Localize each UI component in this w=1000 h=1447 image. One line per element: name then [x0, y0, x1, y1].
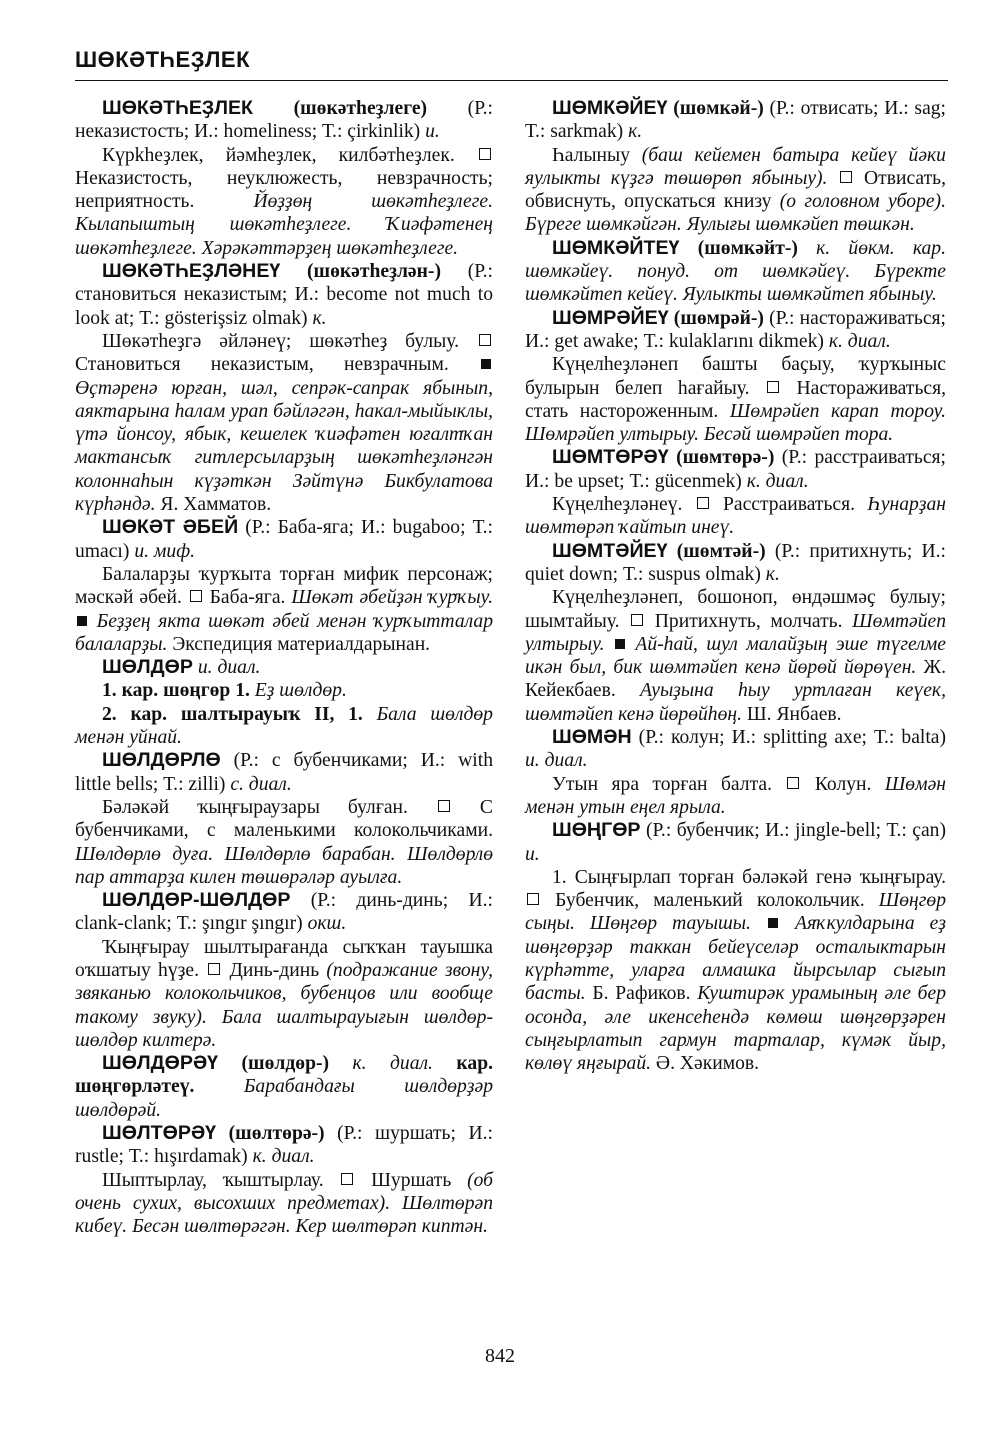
pos: к. диал.	[352, 1053, 433, 1075]
example: Шөлдөрлө дуға. Шөлдөрлө барабан. Шөлдөрлө пар аттарҙа килен төшөрәләр ауылға.	[75, 843, 493, 888]
translations: (Р.: бубенчик; И.: jingle-bell; Т.: çan)	[640, 820, 946, 842]
page-number: 842	[485, 1345, 515, 1367]
example: Ауыҙына һыу уртлаған кеүек, шөмтәйеп кенә йөрөйһөң.	[525, 680, 946, 725]
sense	[75, 679, 493, 702]
entry-body	[75, 936, 493, 1052]
definition: Ҡыңғырау шылтырағанда сыҡҡан тауышка оҡшатыу һүҙе.	[75, 936, 493, 981]
entry-body	[75, 330, 493, 516]
headword: ШӨКӘТҺЕҘЛЕК	[102, 97, 253, 119]
definition: Шөкәтһеҙгә әйләнеү; шөкәтһеҙ булыу.	[102, 330, 460, 352]
form: (шөлтөрә-)	[216, 1123, 325, 1145]
pos: к. йөкм. кар. шөмкәйеү. понуд. от шөмкәйеү.	[525, 237, 946, 283]
entry-heading	[75, 1122, 493, 1169]
entry-body	[75, 563, 493, 656]
space	[798, 238, 816, 259]
headword: ШӨЛДӨРӘҮ	[102, 1052, 219, 1075]
translation: Шуршать	[355, 1169, 468, 1191]
entry-heading	[75, 97, 493, 144]
entry-body	[525, 866, 946, 1076]
square-icon	[787, 777, 799, 789]
translations: (Р.: отвисать; И.: sag; Т.: sarkmak)	[525, 98, 946, 143]
cross-ref: кар. шөңгөрләтеү.	[75, 1053, 493, 1098]
entry-body	[525, 493, 946, 540]
entry-heading	[75, 749, 493, 796]
black-square-icon	[768, 918, 778, 928]
form: (шөмрәй-)	[668, 307, 764, 329]
author: Ә. Хәкимов.	[651, 1053, 760, 1075]
square-icon	[527, 893, 539, 905]
square-icon	[341, 1173, 353, 1185]
translations: (Р.: настораживаться; И.: get awake; Т.: kulaklarını dikmek)	[525, 307, 946, 352]
example: Барабандағы шөлдөрҙәр шөлдөрәй.	[75, 1076, 493, 1121]
example: (о головном уборе). Бүреге шөмкәйгән. Яулығы шөмкәйеп төшкән.	[525, 191, 946, 236]
example: Еҙ шөлдөр.	[254, 680, 347, 702]
translations: (Р.: Баба-яга; И.: bugaboo; Т.: umacı)	[75, 517, 493, 562]
pos: к. диал.	[252, 1146, 315, 1168]
example: Бүректе шөмкәйтеп кейеү. Яулыкты шөмкәйтеп ябыныу.	[525, 261, 946, 306]
translations: (Р.: шуршать; И.: rustle; Т.: hışırdamak)	[75, 1123, 493, 1168]
definition: Шыптырлау, ҡыштырлау.	[102, 1169, 324, 1191]
square-icon	[479, 334, 491, 346]
headword: ШӨЛДӨР-ШӨЛДӨР	[102, 889, 291, 912]
pos: и.	[425, 121, 440, 143]
entry-heading	[525, 726, 946, 773]
definition: Күңелһеҙләнеп башты баҫыу, ҡурҡыныс булырын белеп һағайыу.	[525, 354, 946, 399]
square-icon	[697, 497, 709, 509]
entry-body	[75, 1169, 493, 1239]
translation: Динь-динь	[222, 959, 327, 981]
form: (шөлдөр-)	[218, 1053, 330, 1075]
author: Ш. Янбаев.	[742, 703, 842, 725]
left-column	[75, 97, 493, 1239]
header-rule	[75, 80, 948, 81]
author: Ж. Кейекбаев.	[525, 657, 946, 702]
translation: Настораживаться, стать настороженным.	[525, 377, 946, 422]
pos: окш.	[307, 913, 347, 935]
example: Өҫтәренә юрған, шәл, сепрәк-сапрак ябынып, аяктарына һалам урап бәйләгән, һакал-мыйыклы, үтә йонсоу, ябык, кешелек ҡиәфәтен юғалтҡан мактансыҡ гитлерсыларҙың шөкәтһеҙләнгән колоннаһын күҙәткән Зәйтүнә Бикбулатова күрһәндә.	[75, 377, 493, 516]
pos: к. диал.	[828, 330, 891, 352]
translations: (Р.: неказистость; И.: homeliness; Т.: çirkinlik)	[75, 98, 493, 143]
pos: к.	[312, 307, 327, 329]
example: Беҙҙең якта шөкәт әбей менән ҡурҡытталар балаларҙы.	[75, 610, 493, 655]
entry-heading	[75, 889, 493, 936]
headword: ШӨКӘТ ӘБЕЙ	[102, 516, 239, 539]
translation: Расстраиваться.	[710, 494, 868, 516]
black-square-icon	[77, 616, 87, 626]
translations: (Р.: с бубенчиками; И.: with little bells; Т.: zilli)	[75, 750, 493, 795]
right-column	[525, 97, 946, 1075]
headword: ШӨМКӘЙТЕҮ	[552, 236, 680, 259]
translation: С бубенчиками, с маленькими колокольчиками.	[75, 796, 493, 842]
square-icon	[208, 963, 220, 975]
entry-body	[525, 773, 946, 820]
pos: с. диал.	[230, 773, 292, 795]
translations: (Р.: динь-динь; И.: clank-clank; Т.: şıngır şıngır)	[75, 890, 493, 935]
example: Шөмән менән утын еңел ярыла.	[525, 773, 946, 818]
entry-body	[75, 796, 493, 889]
example: Куштирәк урамының әле бер осонда, әле икенсеһендә көмөш шөңгөрҙәрен сыңғырлатып гармун тарталар, күмәк йыр, көлөү яңғырай.	[525, 983, 947, 1075]
form: (шөмтөрә-)	[668, 447, 775, 469]
pos: к.	[765, 563, 780, 585]
author: Б. Рафиков.	[585, 983, 698, 1005]
example: Шөкәт әбейҙән ҡурҡыу.	[291, 587, 493, 609]
translation: Притихнуть, молчать.	[645, 610, 853, 632]
square-icon	[631, 614, 643, 626]
example: Аяҡкулдарына еҙ шөңгөрҙәр таккан бейеүселәр осталыктарын күрһәтте, уларға алмашка йырсылар сығып басты.	[525, 913, 946, 1005]
example: (об очень сухих, высохших предметах). Шөлтөрәп кибеү. Бесән шөлтөрәгән. Кер шөлтөрәп киптән.	[75, 1169, 493, 1238]
form: (шөмтәй-)	[667, 540, 766, 562]
headword: ШӨМРӘЙЕҮ	[552, 306, 669, 329]
translation: Отвисать, обвиснуть, опускаться книзу	[525, 167, 946, 213]
pos: и. миф.	[134, 540, 196, 562]
entry-heading	[75, 260, 493, 330]
pos: и.	[525, 843, 540, 865]
example: Шөмрәйеп карап тороу. Шөмрәйеп ултырыу. Бесәй шөмрәйеп тора.	[525, 400, 946, 446]
square-icon	[190, 590, 202, 602]
entry-heading	[525, 97, 946, 144]
translations: (Р.: колун; И.: splitting axe; Т.: balta)	[631, 727, 946, 749]
headword: ШӨМТӘЙЕҮ	[552, 539, 668, 562]
headword: ШӨЛДӨРЛӨ	[102, 749, 221, 772]
definition: Күңелһеҙләнеү.	[552, 494, 683, 516]
running-head: ШӨКӘТҺЕҘЛЕК	[75, 47, 251, 72]
pos: и. диал.	[525, 750, 588, 772]
entry-heading	[525, 819, 946, 866]
square-icon	[767, 381, 779, 393]
space	[329, 1053, 352, 1074]
sense-ref: 1. кар. шөңгөр 1.	[102, 680, 255, 702]
translations: (Р.: становиться неказистым; И.: become not much to look at; Т.: gösterişsiz olmak)	[75, 261, 494, 329]
form: (шөкәтһеҙлән-)	[280, 261, 441, 283]
form: (шөмкәйт-)	[679, 237, 798, 259]
headword: ШӨМКӘЙЕҮ	[552, 97, 668, 119]
form: (шөмкәй-)	[667, 98, 764, 119]
entry-heading	[75, 1052, 493, 1122]
entry-heading	[75, 516, 493, 563]
example: Һунарҙан шөмтөрәп ҡайтып инеү.	[525, 494, 946, 539]
headword: ШӨМТӨРӘҮ	[552, 446, 669, 469]
definition: Һалыныу	[552, 144, 642, 166]
headword: ШӨЛТӨРӘҮ	[102, 1122, 217, 1145]
square-icon	[840, 171, 852, 183]
entry-heading	[525, 540, 946, 587]
sense	[75, 703, 493, 750]
form: (шөкәтһеҙлеге)	[252, 98, 428, 119]
entry-heading	[525, 446, 946, 493]
headword: ШӨЛДӨР	[102, 656, 193, 679]
headword: ШӨКӘТҺЕҘЛӘНЕҮ	[102, 260, 281, 283]
definition: Утын яра торған балта.	[552, 773, 772, 795]
entry-body	[525, 353, 946, 446]
translation: Бубенчик, маленький колокольчик.	[541, 890, 879, 912]
definition: Күңелһеҙләнеп, бошоноп, өндәшмәҫ булыу; шымтайыу.	[525, 587, 946, 632]
definition: Күрkһеҙлек, йәмһеҙлек, килбәтһеҙлек.	[102, 144, 455, 166]
pos: к. диал.	[746, 470, 809, 492]
example: Шөмтәйеп ултырыу.	[525, 610, 947, 655]
pos: к.	[628, 121, 643, 143]
pos: и. диал.	[197, 657, 261, 679]
translations: (Р.: притихнуть; И.: quiet down; Т.: suspus olmak)	[525, 540, 946, 585]
headword: ШӨМӘН	[552, 726, 632, 749]
sense-ref: 2. кар. шалтырауыҡ II, 1.	[102, 703, 377, 725]
example: Ай-һай, шул малайҙың эше түгелме икән был, бик шөмтәйеп кенә йөрөй йөрөүен.	[525, 633, 947, 679]
example: Шөңгөр сыңы. Шөңгөр тауышы.	[525, 890, 946, 935]
entry-heading	[525, 237, 946, 307]
entry-heading	[525, 307, 946, 354]
definition: 1. Сыңғырлап торған бәләкәй генә ҡыңғырау.	[552, 866, 946, 888]
entry-body	[525, 586, 946, 726]
translation: Неказистость, неуклюжесть, невзрачность; неприятность.	[75, 167, 493, 213]
headword: ШӨҢГӨР	[552, 819, 641, 842]
example: Йөҙҙөң шөкәтһеҙлеге. Кылаnыштың шөкәтһеҙлеге. Ҡиәфәтенең шөкәтһеҙлеге. Хәрәкәттәрҙең шөкәтһеҙлеге.	[75, 191, 493, 259]
square-icon	[479, 148, 491, 160]
example: Бала шөлдөр менән уйнай.	[75, 703, 493, 749]
example: (баш кейемен батыра кейеү йәки яулыкты күҙгә төшөрөп ябыныу).	[525, 144, 946, 189]
definition: Балаларҙы ҡурҡыта торған мифик персонаж; мәскәй әбей.	[75, 563, 493, 609]
translation: Становиться неказистым, невзрачным.	[75, 354, 449, 376]
square-icon	[438, 800, 450, 812]
author: Я. Хамматов.	[155, 494, 272, 516]
translations: (Р.: расстраиваться; И.: be upset; Т.: gücenmek)	[525, 447, 946, 492]
source: Экспедиция материалдарынан.	[167, 633, 431, 655]
translation: Колун.	[801, 773, 885, 795]
entry-body	[75, 144, 493, 260]
entry-body	[525, 144, 946, 237]
black-square-icon	[481, 359, 491, 369]
translation: Баба-яга.	[203, 587, 292, 609]
definition: Бәләкәй ҡыңғыраузары булған.	[102, 796, 408, 818]
black-square-icon	[615, 639, 625, 649]
example: (подражание звону, звяканью колокольчиков, бубенцов или вообще такому звуку). Бала шалтырауығын шөлдөр-шөлдөр килтерә.	[75, 959, 493, 1051]
entry-heading	[75, 656, 493, 679]
